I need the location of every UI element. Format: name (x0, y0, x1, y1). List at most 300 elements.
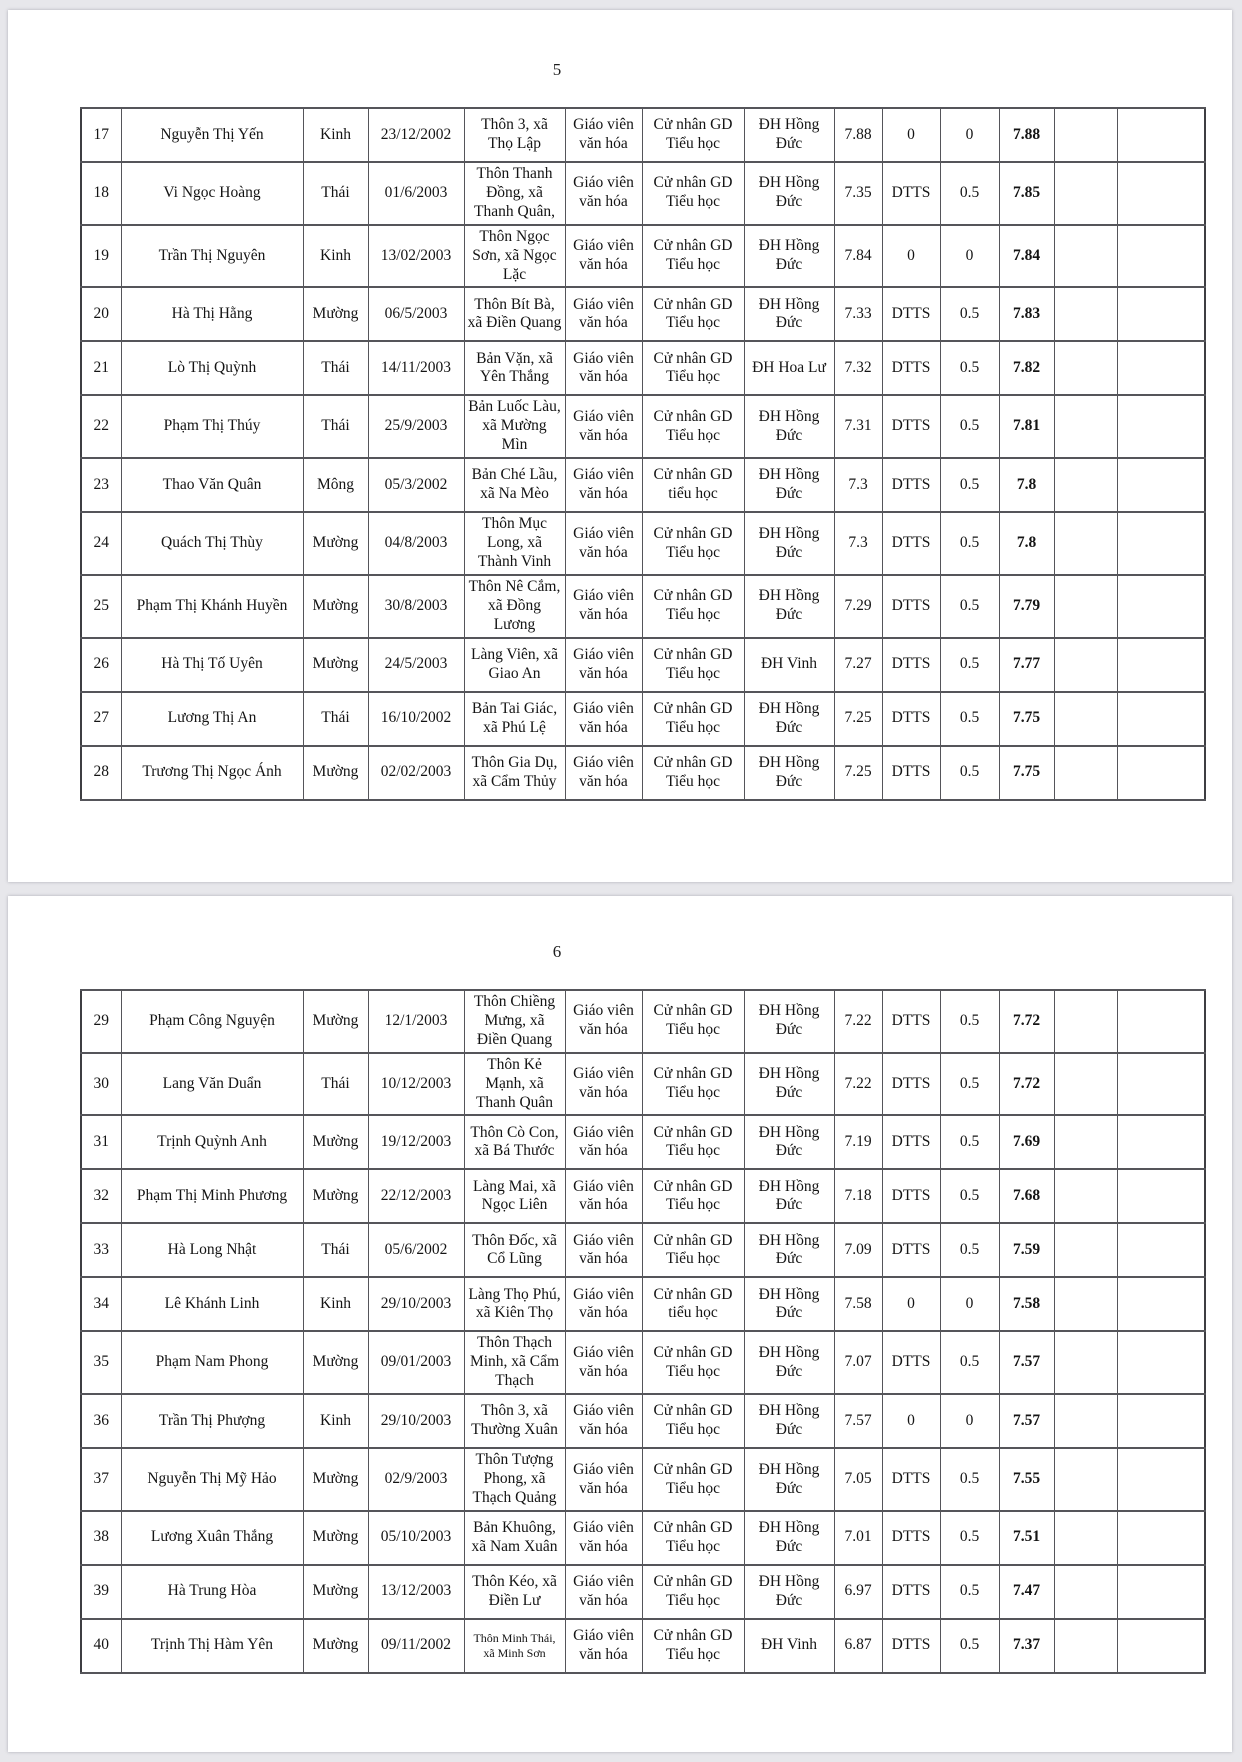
cell-score: 7.05 (834, 1448, 882, 1511)
cell-position: Giáo viên văn hóa (565, 692, 642, 746)
cell-empty2 (1117, 1053, 1205, 1116)
cell-address: Bản Ché Lầu, xã Na Mèo (464, 458, 565, 512)
cell-priority-type: DTTS (882, 512, 940, 575)
cell-address: Thôn Chiềng Mưng, xã Điền Quang (464, 990, 565, 1053)
cell-name: Lương Xuân Thắng (121, 1511, 303, 1565)
cell-ethnicity: Mông (303, 458, 368, 512)
cell-stt: 26 (81, 638, 121, 692)
cell-stt: 28 (81, 746, 121, 800)
cell-position: Giáo viên văn hóa (565, 341, 642, 395)
cell-total: 7.68 (999, 1169, 1054, 1223)
cell-empty1 (1054, 512, 1117, 575)
cell-empty1 (1054, 225, 1117, 288)
table-row (81, 1619, 1205, 1673)
cell-position: Giáo viên văn hóa (565, 1448, 642, 1511)
cell-name: Phạm Thị Khánh Huyền (121, 575, 303, 638)
cell-address: Bản Luốc Làu, xã Mường Mìn (464, 395, 565, 458)
cell-empty2 (1117, 458, 1205, 512)
cell-dob: 05/6/2002 (368, 1223, 464, 1277)
cell-empty1 (1054, 1394, 1117, 1448)
cell-score: 7.57 (834, 1394, 882, 1448)
table-row (81, 692, 1205, 746)
table-row (81, 287, 1205, 341)
cell-address: Thôn Minh Thái, xã Minh Sơn (464, 1619, 565, 1673)
cell-ethnicity: Mường (303, 1169, 368, 1223)
cell-total: 7.88 (999, 108, 1054, 162)
cell-stt: 40 (81, 1619, 121, 1673)
cell-position: Giáo viên văn hóa (565, 287, 642, 341)
cell-university: ĐH Hồng Đức (744, 512, 834, 575)
cell-score: 7.3 (834, 512, 882, 575)
cell-priority-points: 0.5 (940, 1053, 999, 1116)
cell-total: 7.77 (999, 638, 1054, 692)
cell-total: 7.37 (999, 1619, 1054, 1673)
cell-dob: 05/3/2002 (368, 458, 464, 512)
candidate-table-page-6 (80, 989, 1206, 1674)
cell-position: Giáo viên văn hóa (565, 162, 642, 225)
cell-dob: 01/6/2003 (368, 162, 464, 225)
cell-address: Thôn Thanh Đồng, xã Thanh Quân, (464, 162, 565, 225)
cell-position: Giáo viên văn hóa (565, 1331, 642, 1394)
cell-dob: 10/12/2003 (368, 1053, 464, 1116)
cell-qualification: Cử nhân GD Tiểu học (642, 287, 744, 341)
cell-name: Hà Trung Hòa (121, 1565, 303, 1619)
cell-university: ĐH Vinh (744, 1619, 834, 1673)
cell-ethnicity: Thái (303, 692, 368, 746)
cell-ethnicity: Kinh (303, 1394, 368, 1448)
cell-empty1 (1054, 1331, 1117, 1394)
cell-position: Giáo viên văn hóa (565, 108, 642, 162)
cell-priority-points: 0.5 (940, 746, 999, 800)
cell-empty2 (1117, 692, 1205, 746)
cell-priority-type: DTTS (882, 1331, 940, 1394)
cell-university: ĐH Hồng Đức (744, 1169, 834, 1223)
table-row (81, 1511, 1205, 1565)
cell-total: 7.8 (999, 512, 1054, 575)
cell-total: 7.75 (999, 692, 1054, 746)
cell-address: Bản Tai Giác, xã Phú Lệ (464, 692, 565, 746)
cell-dob: 12/1/2003 (368, 990, 464, 1053)
cell-name: Trần Thị Phượng (121, 1394, 303, 1448)
cell-name: Phạm Thị Minh Phương (121, 1169, 303, 1223)
cell-name: Trương Thị Ngọc Ánh (121, 746, 303, 800)
cell-address: Thôn Nê Cắm, xã Đồng Lương (464, 575, 565, 638)
cell-priority-type: DTTS (882, 395, 940, 458)
cell-position: Giáo viên văn hóa (565, 1223, 642, 1277)
cell-university: ĐH Hồng Đức (744, 1053, 834, 1116)
cell-ethnicity: Mường (303, 287, 368, 341)
cell-position: Giáo viên văn hóa (565, 1053, 642, 1116)
cell-university: ĐH Hoa Lư (744, 341, 834, 395)
cell-ethnicity: Thái (303, 341, 368, 395)
cell-total: 7.69 (999, 1115, 1054, 1169)
cell-score: 7.01 (834, 1511, 882, 1565)
cell-empty1 (1054, 638, 1117, 692)
table-row (81, 395, 1205, 458)
cell-empty2 (1117, 1511, 1205, 1565)
cell-position: Giáo viên văn hóa (565, 395, 642, 458)
cell-priority-points: 0.5 (940, 287, 999, 341)
cell-empty2 (1117, 1169, 1205, 1223)
cell-position: Giáo viên văn hóa (565, 1394, 642, 1448)
cell-total: 7.81 (999, 395, 1054, 458)
cell-stt: 34 (81, 1277, 121, 1331)
cell-priority-points: 0 (940, 1277, 999, 1331)
cell-empty1 (1054, 395, 1117, 458)
cell-qualification: Cử nhân GD Tiểu học (642, 1115, 744, 1169)
cell-ethnicity: Kinh (303, 108, 368, 162)
cell-priority-points: 0.5 (940, 1331, 999, 1394)
cell-score: 6.97 (834, 1565, 882, 1619)
document-page-5 (8, 10, 1232, 882)
cell-priority-points: 0.5 (940, 162, 999, 225)
cell-ethnicity: Mường (303, 512, 368, 575)
cell-qualification: Cử nhân GD tiểu học (642, 1277, 744, 1331)
cell-university: ĐH Hồng Đức (744, 225, 834, 288)
cell-score: 7.31 (834, 395, 882, 458)
document-page-6 (8, 896, 1232, 1752)
cell-dob: 30/8/2003 (368, 575, 464, 638)
cell-priority-points: 0 (940, 108, 999, 162)
cell-priority-points: 0.5 (940, 1223, 999, 1277)
cell-score: 7.18 (834, 1169, 882, 1223)
cell-position: Giáo viên văn hóa (565, 458, 642, 512)
cell-empty1 (1054, 1053, 1117, 1116)
cell-ethnicity: Thái (303, 1223, 368, 1277)
cell-total: 7.72 (999, 990, 1054, 1053)
cell-name: Lang Văn Duẩn (121, 1053, 303, 1116)
cell-priority-type: DTTS (882, 1223, 940, 1277)
cell-priority-type: DTTS (882, 1565, 940, 1619)
cell-empty2 (1117, 341, 1205, 395)
cell-priority-type: 0 (882, 1277, 940, 1331)
cell-empty2 (1117, 1223, 1205, 1277)
cell-score: 7.25 (834, 746, 882, 800)
cell-priority-type: DTTS (882, 1169, 940, 1223)
cell-total: 7.85 (999, 162, 1054, 225)
cell-name: Nguyễn Thị Mỹ Hảo (121, 1448, 303, 1511)
cell-priority-type: DTTS (882, 1115, 940, 1169)
cell-ethnicity: Thái (303, 395, 368, 458)
cell-empty2 (1117, 1619, 1205, 1673)
cell-priority-type: DTTS (882, 1619, 940, 1673)
cell-qualification: Cử nhân GD Tiểu học (642, 746, 744, 800)
cell-stt: 38 (81, 1511, 121, 1565)
cell-dob: 19/12/2003 (368, 1115, 464, 1169)
page-gap (0, 882, 1242, 896)
page-number: 5 (552, 60, 562, 79)
cell-stt: 23 (81, 458, 121, 512)
cell-university: ĐH Hồng Đức (744, 458, 834, 512)
cell-score: 6.87 (834, 1619, 882, 1673)
cell-total: 7.8 (999, 458, 1054, 512)
cell-score: 7.29 (834, 575, 882, 638)
cell-priority-type: DTTS (882, 341, 940, 395)
cell-position: Giáo viên văn hóa (565, 746, 642, 800)
table-row (81, 638, 1205, 692)
cell-score: 7.22 (834, 1053, 882, 1116)
cell-score: 7.84 (834, 225, 882, 288)
candidate-rows (81, 108, 1205, 800)
cell-empty1 (1054, 162, 1117, 225)
cell-score: 7.27 (834, 638, 882, 692)
cell-ethnicity: Mường (303, 1448, 368, 1511)
cell-qualification: Cử nhân GD Tiểu học (642, 108, 744, 162)
cell-empty1 (1054, 458, 1117, 512)
cell-dob: 13/12/2003 (368, 1565, 464, 1619)
cell-ethnicity: Mường (303, 638, 368, 692)
cell-empty1 (1054, 1511, 1117, 1565)
cell-dob: 06/5/2003 (368, 287, 464, 341)
cell-university: ĐH Hồng Đức (744, 990, 834, 1053)
cell-qualification: Cử nhân GD Tiểu học (642, 638, 744, 692)
cell-total: 7.83 (999, 287, 1054, 341)
cell-university: ĐH Hồng Đức (744, 108, 834, 162)
cell-empty2 (1117, 746, 1205, 800)
cell-ethnicity: Kinh (303, 225, 368, 288)
cell-qualification: Cử nhân GD Tiểu học (642, 1511, 744, 1565)
cell-priority-points: 0.5 (940, 638, 999, 692)
cell-ethnicity: Mường (303, 1511, 368, 1565)
cell-ethnicity: Mường (303, 746, 368, 800)
cell-address: Thôn Bít Bà, xã Điền Quang (464, 287, 565, 341)
cell-name: Hà Thị Hằng (121, 287, 303, 341)
cell-priority-type: DTTS (882, 692, 940, 746)
table-row (81, 1448, 1205, 1511)
cell-stt: 20 (81, 287, 121, 341)
cell-dob: 23/12/2002 (368, 108, 464, 162)
cell-qualification: Cử nhân GD Tiểu học (642, 162, 744, 225)
cell-ethnicity: Mường (303, 1565, 368, 1619)
table-row (81, 512, 1205, 575)
cell-total: 7.59 (999, 1223, 1054, 1277)
cell-score: 7.3 (834, 458, 882, 512)
cell-priority-type: 0 (882, 108, 940, 162)
cell-qualification: Cử nhân GD Tiểu học (642, 341, 744, 395)
cell-name: Hà Long Nhật (121, 1223, 303, 1277)
cell-university: ĐH Hồng Đức (744, 746, 834, 800)
cell-priority-points: 0.5 (940, 1115, 999, 1169)
cell-empty2 (1117, 162, 1205, 225)
cell-position: Giáo viên văn hóa (565, 1565, 642, 1619)
cell-name: Trần Thị Nguyên (121, 225, 303, 288)
cell-university: ĐH Hồng Đức (744, 287, 834, 341)
cell-name: Lương Thị An (121, 692, 303, 746)
table-row (81, 225, 1205, 288)
cell-score: 7.09 (834, 1223, 882, 1277)
cell-stt: 32 (81, 1169, 121, 1223)
cell-qualification: Cử nhân GD Tiểu học (642, 1169, 744, 1223)
cell-university: ĐH Hồng Đức (744, 1448, 834, 1511)
cell-stt: 39 (81, 1565, 121, 1619)
cell-stt: 17 (81, 108, 121, 162)
cell-score: 7.88 (834, 108, 882, 162)
cell-dob: 13/02/2003 (368, 225, 464, 288)
cell-address: Thôn Gia Dụ, xã Cẩm Thủy (464, 746, 565, 800)
table-row (81, 1277, 1205, 1331)
cell-qualification: Cử nhân GD Tiểu học (642, 395, 744, 458)
cell-name: Thao Văn Quân (121, 458, 303, 512)
cell-name: Trịnh Thị Hàm Yên (121, 1619, 303, 1673)
cell-university: ĐH Hồng Đức (744, 1394, 834, 1448)
cell-university: ĐH Hồng Đức (744, 1115, 834, 1169)
cell-dob: 09/01/2003 (368, 1331, 464, 1394)
cell-university: ĐH Hồng Đức (744, 1277, 834, 1331)
cell-dob: 02/9/2003 (368, 1448, 464, 1511)
cell-empty2 (1117, 575, 1205, 638)
cell-university: ĐH Hồng Đức (744, 692, 834, 746)
table-row (81, 162, 1205, 225)
cell-name: Nguyễn Thị Yến (121, 108, 303, 162)
cell-qualification: Cử nhân GD Tiểu học (642, 1448, 744, 1511)
cell-empty2 (1117, 287, 1205, 341)
cell-dob: 16/10/2002 (368, 692, 464, 746)
cell-empty2 (1117, 1331, 1205, 1394)
cell-position: Giáo viên văn hóa (565, 225, 642, 288)
cell-ethnicity: Mường (303, 1331, 368, 1394)
cell-priority-type: DTTS (882, 990, 940, 1053)
cell-university: ĐH Hồng Đức (744, 395, 834, 458)
cell-priority-points: 0.5 (940, 1565, 999, 1619)
table-row (81, 1394, 1205, 1448)
cell-dob: 24/5/2003 (368, 638, 464, 692)
table-row (81, 341, 1205, 395)
cell-qualification: Cử nhân GD Tiểu học (642, 575, 744, 638)
cell-stt: 36 (81, 1394, 121, 1448)
cell-dob: 25/9/2003 (368, 395, 464, 458)
cell-name: Quách Thị Thùy (121, 512, 303, 575)
cell-address: Thôn Kẻ Mạnh, xã Thanh Quân (464, 1053, 565, 1116)
cell-address: Thôn 3, xã Thọ Lập (464, 108, 565, 162)
cell-dob: 29/10/2003 (368, 1394, 464, 1448)
cell-empty1 (1054, 575, 1117, 638)
cell-address: Thôn 3, xã Thường Xuân (464, 1394, 565, 1448)
cell-address: Thôn Tượng Phong, xã Thạch Quảng (464, 1448, 565, 1511)
cell-score: 7.25 (834, 692, 882, 746)
cell-empty2 (1117, 1277, 1205, 1331)
cell-score: 7.07 (834, 1331, 882, 1394)
cell-qualification: Cử nhân GD Tiểu học (642, 1053, 744, 1116)
cell-empty1 (1054, 1115, 1117, 1169)
cell-university: ĐH Hồng Đức (744, 162, 834, 225)
cell-total: 7.84 (999, 225, 1054, 288)
cell-empty1 (1054, 108, 1117, 162)
cell-ethnicity: Kinh (303, 1277, 368, 1331)
cell-qualification: Cử nhân GD Tiểu học (642, 512, 744, 575)
cell-ethnicity: Mường (303, 1115, 368, 1169)
cell-priority-points: 0.5 (940, 1511, 999, 1565)
cell-qualification: Cử nhân GD Tiểu học (642, 1394, 744, 1448)
cell-priority-type: DTTS (882, 1053, 940, 1116)
cell-address: Làng Mai, xã Ngọc Liên (464, 1169, 565, 1223)
cell-score: 7.33 (834, 287, 882, 341)
cell-total: 7.57 (999, 1394, 1054, 1448)
cell-empty2 (1117, 1565, 1205, 1619)
cell-stt: 33 (81, 1223, 121, 1277)
cell-ethnicity: Mường (303, 1619, 368, 1673)
cell-university: ĐH Hồng Đức (744, 1223, 834, 1277)
cell-empty1 (1054, 287, 1117, 341)
cell-empty2 (1117, 1394, 1205, 1448)
cell-stt: 27 (81, 692, 121, 746)
table-row (81, 575, 1205, 638)
cell-stt: 19 (81, 225, 121, 288)
cell-position: Giáo viên văn hóa (565, 638, 642, 692)
cell-position: Giáo viên văn hóa (565, 990, 642, 1053)
cell-qualification: Cử nhân GD Tiểu học (642, 1619, 744, 1673)
cell-position: Giáo viên văn hóa (565, 1115, 642, 1169)
cell-empty1 (1054, 990, 1117, 1053)
cell-empty2 (1117, 1448, 1205, 1511)
cell-name: Vi Ngọc Hoàng (121, 162, 303, 225)
cell-stt: 31 (81, 1115, 121, 1169)
cell-address: Thôn Mục Long, xã Thành Vinh (464, 512, 565, 575)
cell-dob: 04/8/2003 (368, 512, 464, 575)
cell-stt: 30 (81, 1053, 121, 1116)
cell-qualification: Cử nhân GD Tiểu học (642, 692, 744, 746)
cell-priority-type: DTTS (882, 458, 940, 512)
cell-empty1 (1054, 341, 1117, 395)
cell-priority-points: 0.5 (940, 458, 999, 512)
cell-stt: 24 (81, 512, 121, 575)
cell-qualification: Cử nhân GD Tiểu học (642, 1223, 744, 1277)
cell-ethnicity: Thái (303, 1053, 368, 1116)
cell-address: Bản Khuông, xã Nam Xuân (464, 1511, 565, 1565)
cell-address: Bản Vặn, xã Yên Thắng (464, 341, 565, 395)
cell-address: Làng Thọ Phú, xã Kiên Thọ (464, 1277, 565, 1331)
cell-name: Phạm Nam Phong (121, 1331, 303, 1394)
cell-total: 7.55 (999, 1448, 1054, 1511)
cell-position: Giáo viên văn hóa (565, 1169, 642, 1223)
table-row (81, 1223, 1205, 1277)
page-margin-strip (0, 0, 1242, 10)
cell-name: Hà Thị Tố Uyên (121, 638, 303, 692)
cell-empty2 (1117, 990, 1205, 1053)
cell-address: Thôn Kéo, xã Điền Lư (464, 1565, 565, 1619)
cell-position: Giáo viên văn hóa (565, 1511, 642, 1565)
cell-total: 7.82 (999, 341, 1054, 395)
cell-name: Lò Thị Quỳnh (121, 341, 303, 395)
cell-dob: 02/02/2003 (368, 746, 464, 800)
cell-position: Giáo viên văn hóa (565, 1619, 642, 1673)
cell-stt: 37 (81, 1448, 121, 1511)
cell-empty2 (1117, 225, 1205, 288)
cell-stt: 35 (81, 1331, 121, 1394)
cell-score: 7.19 (834, 1115, 882, 1169)
cell-empty1 (1054, 1565, 1117, 1619)
cell-dob: 22/12/2003 (368, 1169, 464, 1223)
cell-priority-type: DTTS (882, 162, 940, 225)
cell-qualification: Cử nhân GD Tiểu học (642, 1331, 744, 1394)
cell-empty1 (1054, 746, 1117, 800)
cell-priority-type: DTTS (882, 287, 940, 341)
cell-score: 7.32 (834, 341, 882, 395)
cell-stt: 25 (81, 575, 121, 638)
cell-stt: 22 (81, 395, 121, 458)
cell-priority-points: 0.5 (940, 395, 999, 458)
cell-total: 7.51 (999, 1511, 1054, 1565)
cell-priority-points: 0.5 (940, 990, 999, 1053)
cell-ethnicity: Mường (303, 990, 368, 1053)
cell-empty1 (1054, 1619, 1117, 1673)
cell-dob: 14/11/2003 (368, 341, 464, 395)
cell-name: Trịnh Quỳnh Anh (121, 1115, 303, 1169)
cell-address: Làng Viên, xã Giao An (464, 638, 565, 692)
cell-address: Thôn Thạch Minh, xã Cẩm Thạch (464, 1331, 565, 1394)
table-row (81, 1053, 1205, 1116)
cell-empty1 (1054, 1277, 1117, 1331)
cell-dob: 29/10/2003 (368, 1277, 464, 1331)
